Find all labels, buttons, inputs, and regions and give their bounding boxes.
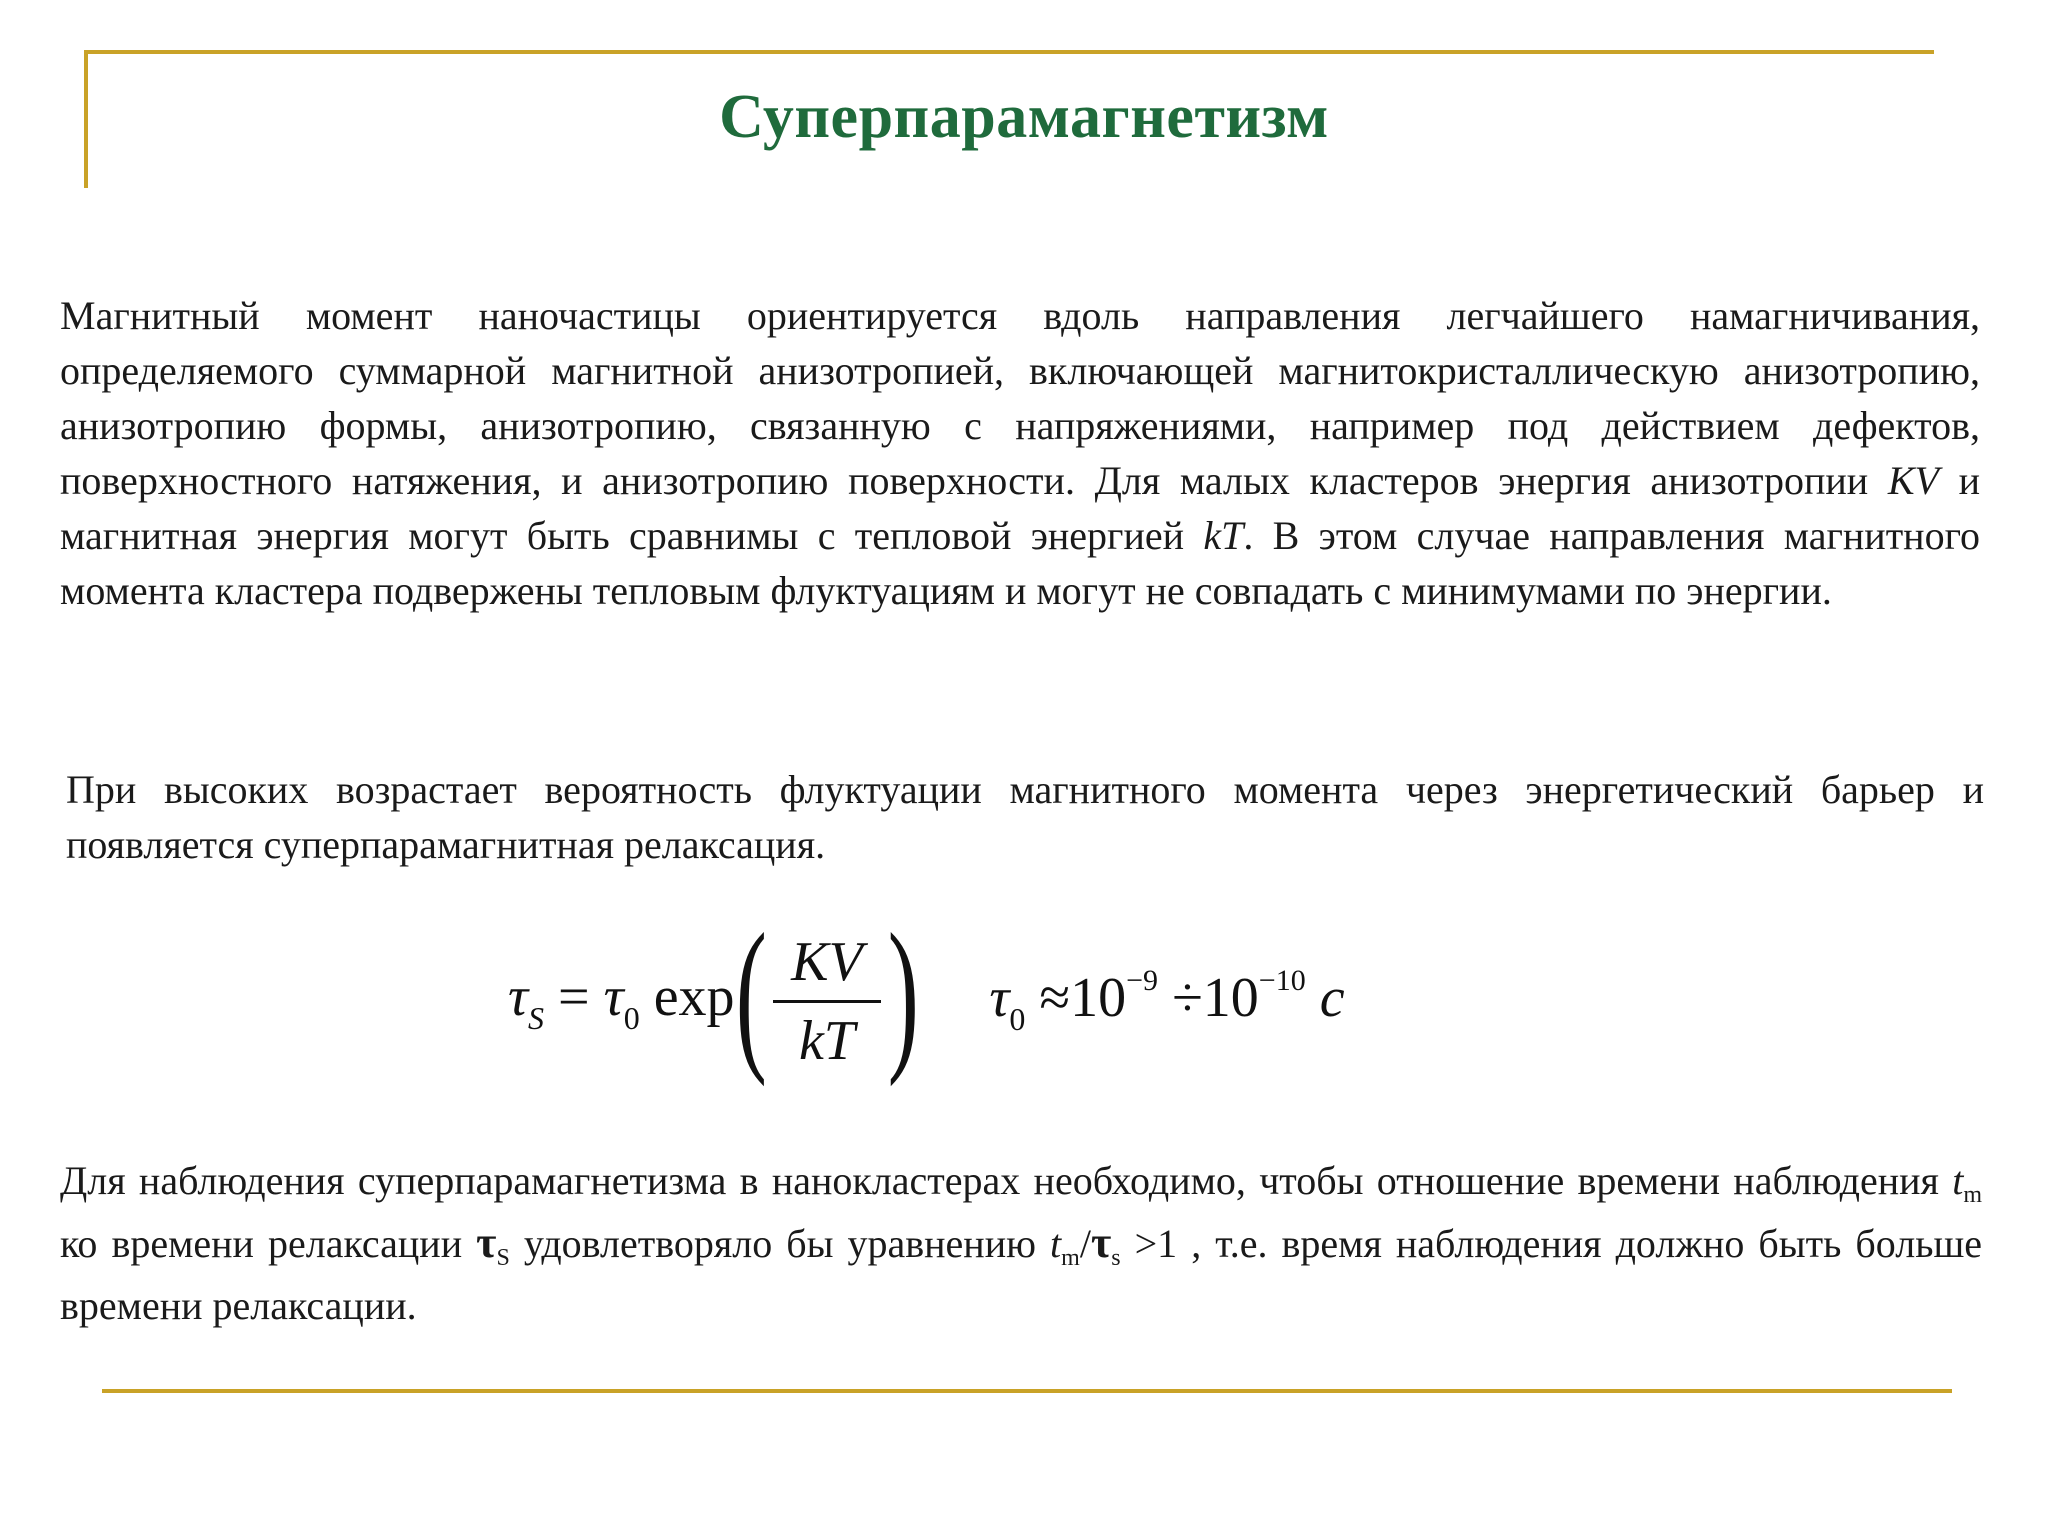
paragraph-anisotropy-text-1: Магнитный момент наночастицы ориентируется вдоль направления легчайшего намагничивания, определяемого суммарной магнитной анизотропией, включающей магнитокристаллическую анизотропию, анизотропию формы, анизотропию, связанную с напряжениями, например под действием дефектов, поверхностного натяжения, и анизотропию поверхности. Для малых кластеров энергия анизотропии xyxy=(60,293,1980,503)
formula-lhs xyxy=(508,965,735,1037)
kt-symbol: kT xyxy=(1203,513,1244,558)
tau-symbol: τ xyxy=(508,966,529,1028)
unit-seconds: c xyxy=(1319,967,1345,1029)
subscript-s: s xyxy=(1111,1245,1121,1271)
power-exponent: −10 xyxy=(1258,964,1306,997)
approx-sign: ≈ xyxy=(1039,967,1071,1029)
paragraph-observation-text-2: ко времени релаксации xyxy=(60,1221,477,1266)
tau-symbol: τ xyxy=(476,1218,497,1267)
equals-sign: = xyxy=(558,966,590,1028)
tau-symbol: τ xyxy=(1090,1218,1112,1267)
divide-sign: ÷ xyxy=(1172,967,1203,1029)
fraction-kv-over-kt xyxy=(773,928,881,1075)
power-base: 10 xyxy=(1202,967,1259,1029)
subscript-0: 0 xyxy=(623,1000,640,1036)
subscript-s: S xyxy=(528,1000,545,1036)
fraction-denominator: kT xyxy=(798,1009,855,1072)
paragraph-anisotropy xyxy=(60,288,1980,618)
kv-symbol: KV xyxy=(1887,458,1939,503)
paragraph-observation-text-4: >1 , т.е. время наблюдения должно быть больше времени релаксации. xyxy=(60,1221,1983,1328)
t-symbol: t xyxy=(1952,1158,1964,1203)
subscript-m: m xyxy=(1061,1245,1080,1271)
slash: / xyxy=(1079,1221,1091,1266)
power-exponent: −9 xyxy=(1126,964,1159,997)
top-border-line xyxy=(84,50,1934,54)
tau-symbol: τ xyxy=(989,967,1010,1029)
paragraph-observation-text-3: удовлетворяло бы уравнению xyxy=(509,1221,1051,1266)
right-parenthesis: ) xyxy=(887,899,919,1087)
slide-title: Суперпарамагнетизм xyxy=(719,83,1329,151)
paragraph-observation-text-1: Для наблюдения суперпарамагнетизма в нанокластерах необходимо, чтобы отношение времени наблюдения xyxy=(60,1158,1953,1203)
tau-symbol: τ xyxy=(603,966,624,1028)
paragraph-anisotropy-text-3: . В этом случае направления магнитного момента кластера подвержены тепловым флуктуациям и могут не совпадать с минимумами по энергии. xyxy=(60,513,1981,613)
power-base: 10 xyxy=(1070,967,1127,1029)
paragraph-anisotropy-text-2: и магнитная энергия могут быть сравнимы с тепловой энергией xyxy=(60,458,1981,558)
t-symbol: t xyxy=(1050,1221,1062,1266)
bottom-border-line xyxy=(102,1389,1952,1393)
relaxation-time-formula xyxy=(508,899,1345,1087)
subscript-m: m xyxy=(1963,1182,1982,1208)
paragraph-relaxation: При высоких возрастает вероятность флуктуации магнитного момента через энергетический барьер и появляется суперпарамагнитная релаксация. xyxy=(66,767,1984,867)
left-parenthesis: ( xyxy=(735,899,767,1087)
paragraph-observation xyxy=(60,1150,1982,1337)
subscript-0: 0 xyxy=(1009,1001,1026,1037)
exp-function: exp xyxy=(653,966,735,1028)
subscript-s: S xyxy=(496,1245,510,1271)
tau0-range xyxy=(989,964,1344,1038)
fraction-numerator: KV xyxy=(773,928,881,1003)
